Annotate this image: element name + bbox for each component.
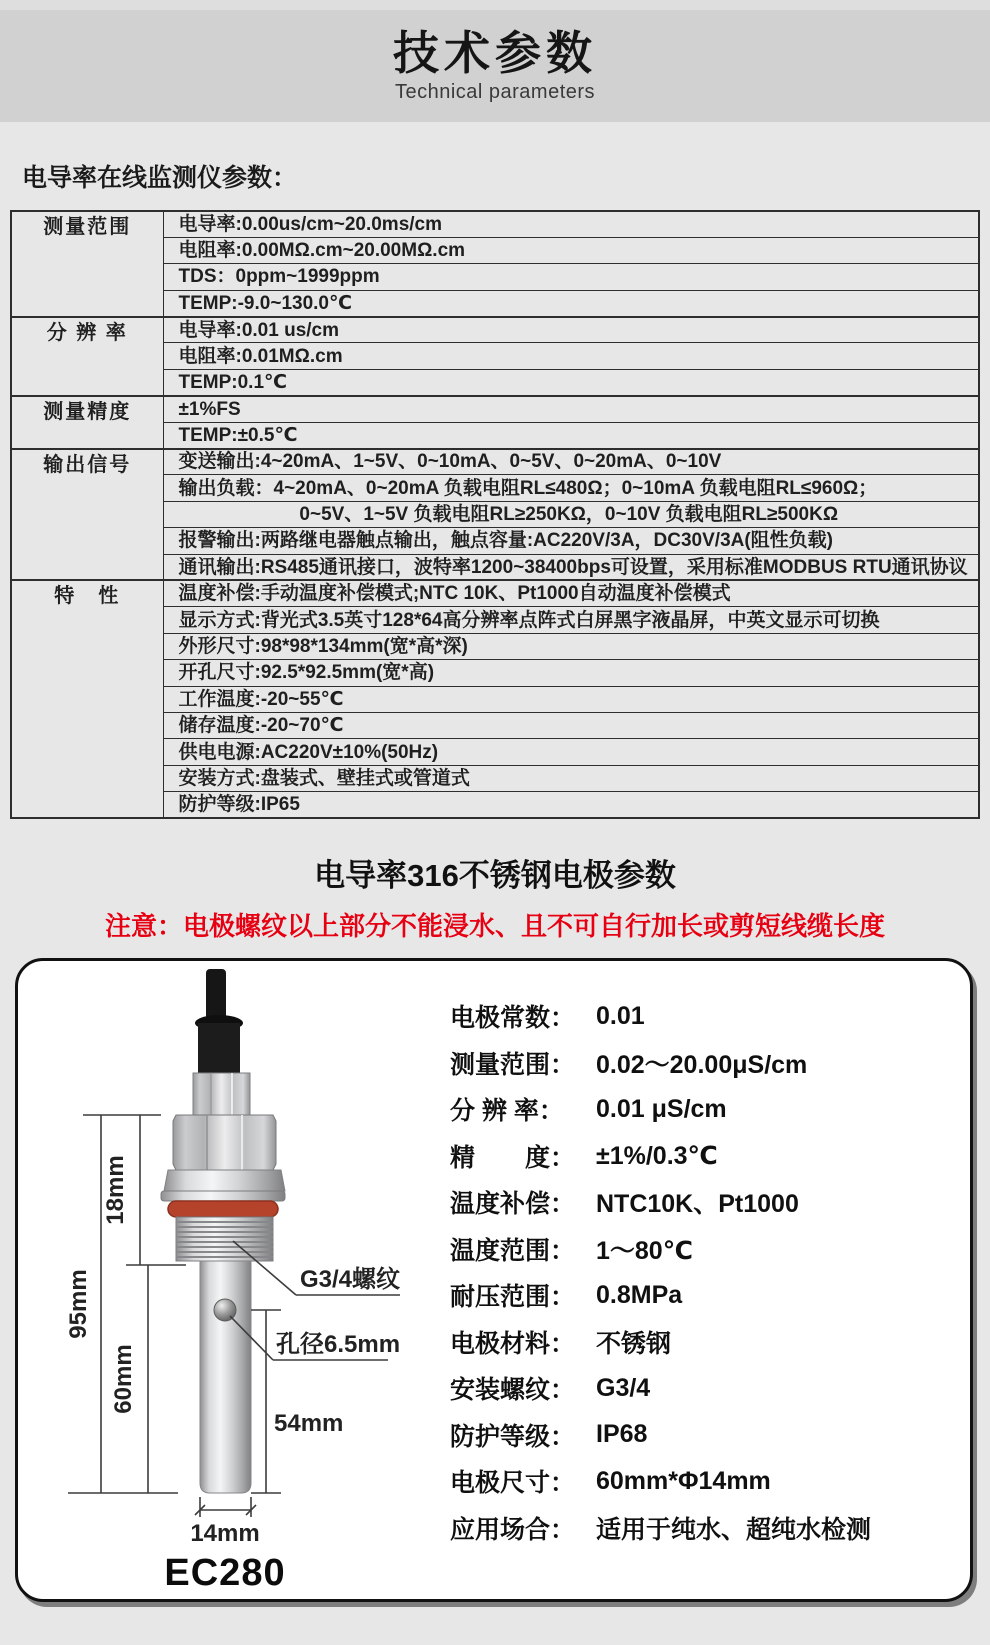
spec-value-cell: 电阻率:0.01MΩ.cm xyxy=(163,343,979,369)
param-value: 0.02～20.00μS/cm xyxy=(596,1050,808,1079)
spec-value-cell: 电阻率:0.00MΩ.cm~20.00MΩ.cm xyxy=(163,237,979,263)
param-row xyxy=(450,1272,871,1319)
electrode-params-list xyxy=(450,993,871,1551)
param-label: 电极材料： xyxy=(450,1329,576,1358)
param-value: G3/4 xyxy=(596,1373,651,1402)
spec-value-cell: 通讯输出:RS485通讯接口，波特率1200~38400bps可设置，采用标准MODBUS RTU通讯协议 xyxy=(163,554,979,580)
spec-value-cell: 安装方式:盘装式、壁挂式或管道式 xyxy=(163,765,979,791)
param-label: 应用场合： xyxy=(450,1515,576,1544)
page-subtitle: Technical parameters xyxy=(394,80,596,103)
param-value: 60mm*Φ14mm xyxy=(596,1466,771,1495)
table-row xyxy=(11,396,979,422)
param-value: 0.01 xyxy=(596,1001,645,1030)
page-title: 技术参数 xyxy=(393,27,597,80)
electrode-diagram xyxy=(18,961,448,1605)
spec-value-cell: 电导率:0.01 us/cm xyxy=(163,317,979,343)
param-row xyxy=(450,1319,871,1366)
upper-nut xyxy=(193,1073,250,1115)
table-row xyxy=(11,317,979,343)
spec-value-cell: 0~5V、1~5V 负载电阻RL≥250KΩ，0~10V 负载电阻RL≥500KΩ xyxy=(163,501,979,527)
warning-text: 注意：电极螺纹以上部分不能浸水、且不可自行加长或剪短线缆长度 xyxy=(104,911,885,941)
param-row xyxy=(450,1505,871,1552)
spec-value-cell: TEMP:±0.5℃ xyxy=(163,422,979,448)
param-row xyxy=(450,1365,871,1412)
param-row xyxy=(450,1040,871,1087)
spec-value-cell: 电导率:0.00us/cm~20.0ms/cm xyxy=(163,211,979,237)
param-row xyxy=(450,1458,871,1505)
param-value: IP68 xyxy=(596,1420,648,1449)
spec-value-cell: 变送输出:4~20mA、1~5V、0~10mA、0~5V、0~20mA、0~10V xyxy=(163,449,979,475)
spec-category-cell: 测量精度 xyxy=(11,396,163,449)
spec-value-cell: 开孔尺寸:92.5*92.5mm(宽*高) xyxy=(163,660,979,686)
model-label: EC280 xyxy=(164,1552,286,1594)
thread-annotation: G3/4螺纹 xyxy=(300,1266,401,1293)
param-row xyxy=(450,1133,871,1180)
spec-value-cell: 储存温度:-20~70℃ xyxy=(163,712,979,738)
spec-category-cell: 特 性 xyxy=(11,580,163,818)
hex-nut xyxy=(173,1115,276,1170)
param-value: 1～80℃ xyxy=(596,1236,693,1265)
param-label: 电极常数： xyxy=(450,1004,576,1033)
param-label: 耐压范围： xyxy=(450,1283,576,1312)
cable-boot xyxy=(198,1023,240,1075)
dimension-18mm: 18mm xyxy=(102,1155,129,1225)
param-label: 防护等级： xyxy=(450,1422,576,1451)
spec-table xyxy=(10,210,980,819)
spec-value-cell: 防护等级:IP65 xyxy=(163,792,979,818)
spec-value-cell: 工作温度:-20~55℃ xyxy=(163,686,979,712)
hole-annotation: 孔径6.5mm xyxy=(276,1331,401,1358)
header-band xyxy=(0,10,990,122)
o-ring xyxy=(168,1201,278,1217)
table-row xyxy=(11,580,979,606)
param-value: ±1%/0.3℃ xyxy=(596,1141,718,1170)
thread-section xyxy=(176,1217,273,1261)
param-label: 分 辨 率： xyxy=(450,1097,564,1126)
param-label: 温度补偿： xyxy=(450,1190,576,1219)
param-row xyxy=(450,1412,871,1459)
param-label: 电极尺寸： xyxy=(450,1469,576,1498)
spec-value-cell: TEMP:-9.0~130.0℃ xyxy=(163,290,979,316)
param-value: NTC10K、Pt1000 xyxy=(596,1190,799,1219)
spec-value-cell: 温度补偿:手动温度补偿模式;NTC 10K、Pt1000自动温度补偿模式 xyxy=(163,580,979,606)
probe-shaft xyxy=(200,1261,251,1493)
spec-value-cell: 供电电源:AC220V±10%(50Hz) xyxy=(163,739,979,765)
dimension-54mm: 54mm xyxy=(274,1410,344,1437)
spec-category-cell: 测量范围 xyxy=(11,211,163,317)
param-value: 0.01 μS/cm xyxy=(596,1094,727,1123)
top-strip xyxy=(0,0,990,10)
param-label: 温度范围： xyxy=(450,1236,576,1265)
param-row xyxy=(450,993,871,1040)
dimension-95mm: 95mm xyxy=(65,1269,92,1339)
electrode-section-title: 电导率316不锈钢电极参数 xyxy=(314,858,676,893)
spec-value-cell: TEMP:0.1℃ xyxy=(163,369,979,395)
dimension-60mm: 60mm xyxy=(110,1344,137,1414)
electrode-card xyxy=(15,958,973,1602)
dimension-14mm: 14mm xyxy=(190,1520,260,1547)
param-label: 测量范围： xyxy=(450,1050,576,1079)
collar xyxy=(164,1170,285,1191)
spec-value-cell: 输出负载：4~20mA、0~20mA 负载电阻RL≤480Ω；0~10mA 负载电阻RL≤960Ω； xyxy=(163,475,979,501)
param-label: 安装螺纹： xyxy=(450,1376,576,1405)
spec-value-cell: TDS：0ppm~1999ppm xyxy=(163,264,979,290)
spec-value-cell: 报警输出:两路继电器触点输出，触点容量:AC220V/3A，DC30V/3A(阻性负载) xyxy=(163,528,979,554)
spec-category-cell: 输出信号 xyxy=(11,449,163,581)
param-value: 0.8MPa xyxy=(596,1280,683,1309)
param-row xyxy=(450,1226,871,1273)
param-row xyxy=(450,1179,871,1226)
param-value: 适用于纯水、超纯水检测 xyxy=(596,1515,872,1544)
param-value: 不锈钢 xyxy=(596,1329,672,1358)
spec-value-cell: 外形尺寸:98*98*134mm(宽*高*深) xyxy=(163,633,979,659)
meter-params-heading: 电导率在线监测仪参数： xyxy=(22,164,298,192)
spec-value-cell: ±1%FS xyxy=(163,396,979,422)
param-label: 精 度： xyxy=(450,1143,576,1172)
table-row xyxy=(11,449,979,475)
param-row xyxy=(450,1086,871,1133)
flange-rim xyxy=(161,1191,285,1201)
spec-category-cell: 分 辨 率 xyxy=(11,317,163,396)
table-row xyxy=(11,211,979,237)
spec-value-cell: 显示方式:背光式3.5英寸128*64高分辨率点阵式白屏黑字液晶屏，中英文显示可切换 xyxy=(163,607,979,633)
